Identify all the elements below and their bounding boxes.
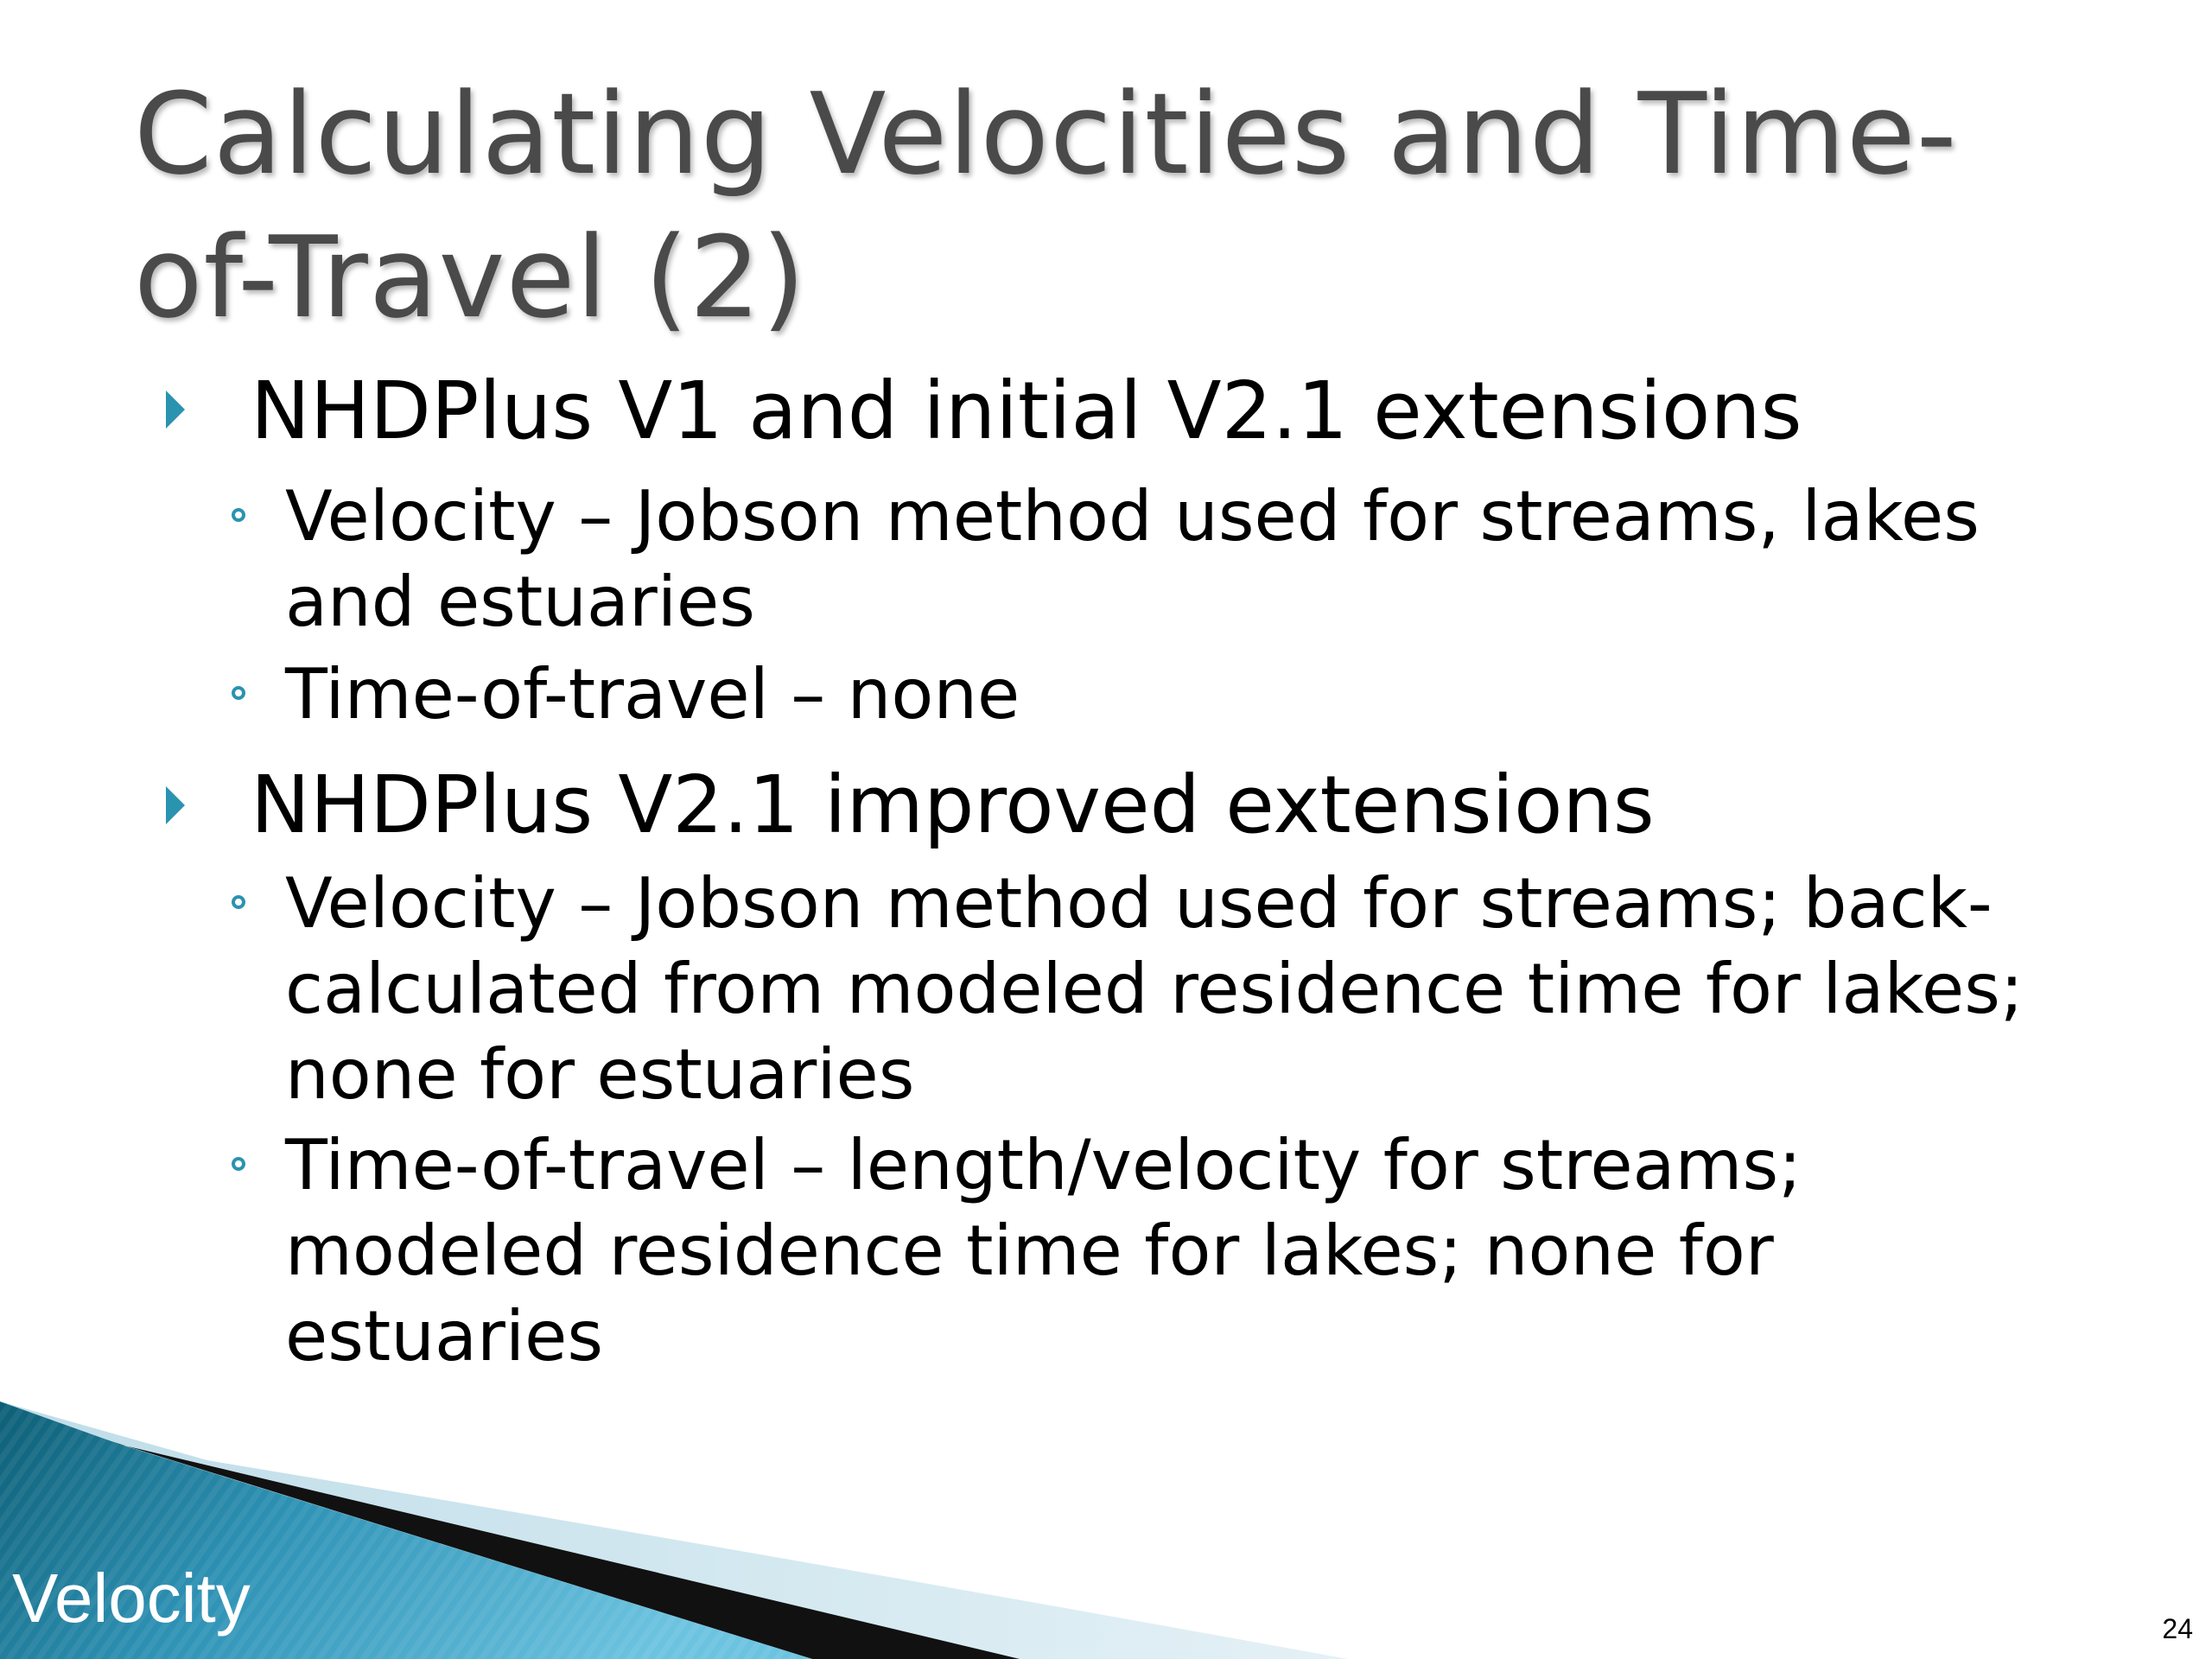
section-heading: NHDPlus V2.1 improved extensions: [251, 759, 1655, 851]
page-number: 24: [2162, 1613, 2193, 1644]
slide-title: Calculating Velocities and Time-of-Travel (2): [134, 68, 1958, 343]
section-item: Velocity – Jobson method used for streams, lakes and estuaries: [285, 476, 1980, 642]
section-item: Time-of-travel – length/velocity for streams; modeled residence time for lakes; none for estuaries: [285, 1125, 1802, 1376]
section-item: Velocity – Jobson method used for streams; back-calculated from modeled residence time for lakes; none for estuaries: [285, 863, 2024, 1115]
section-item: Time-of-travel – none: [285, 654, 1020, 734]
section-heading: NHDPlus V1 and initial V2.1 extensions: [251, 365, 1802, 457]
footer-section-label: Velocity: [12, 1560, 251, 1637]
